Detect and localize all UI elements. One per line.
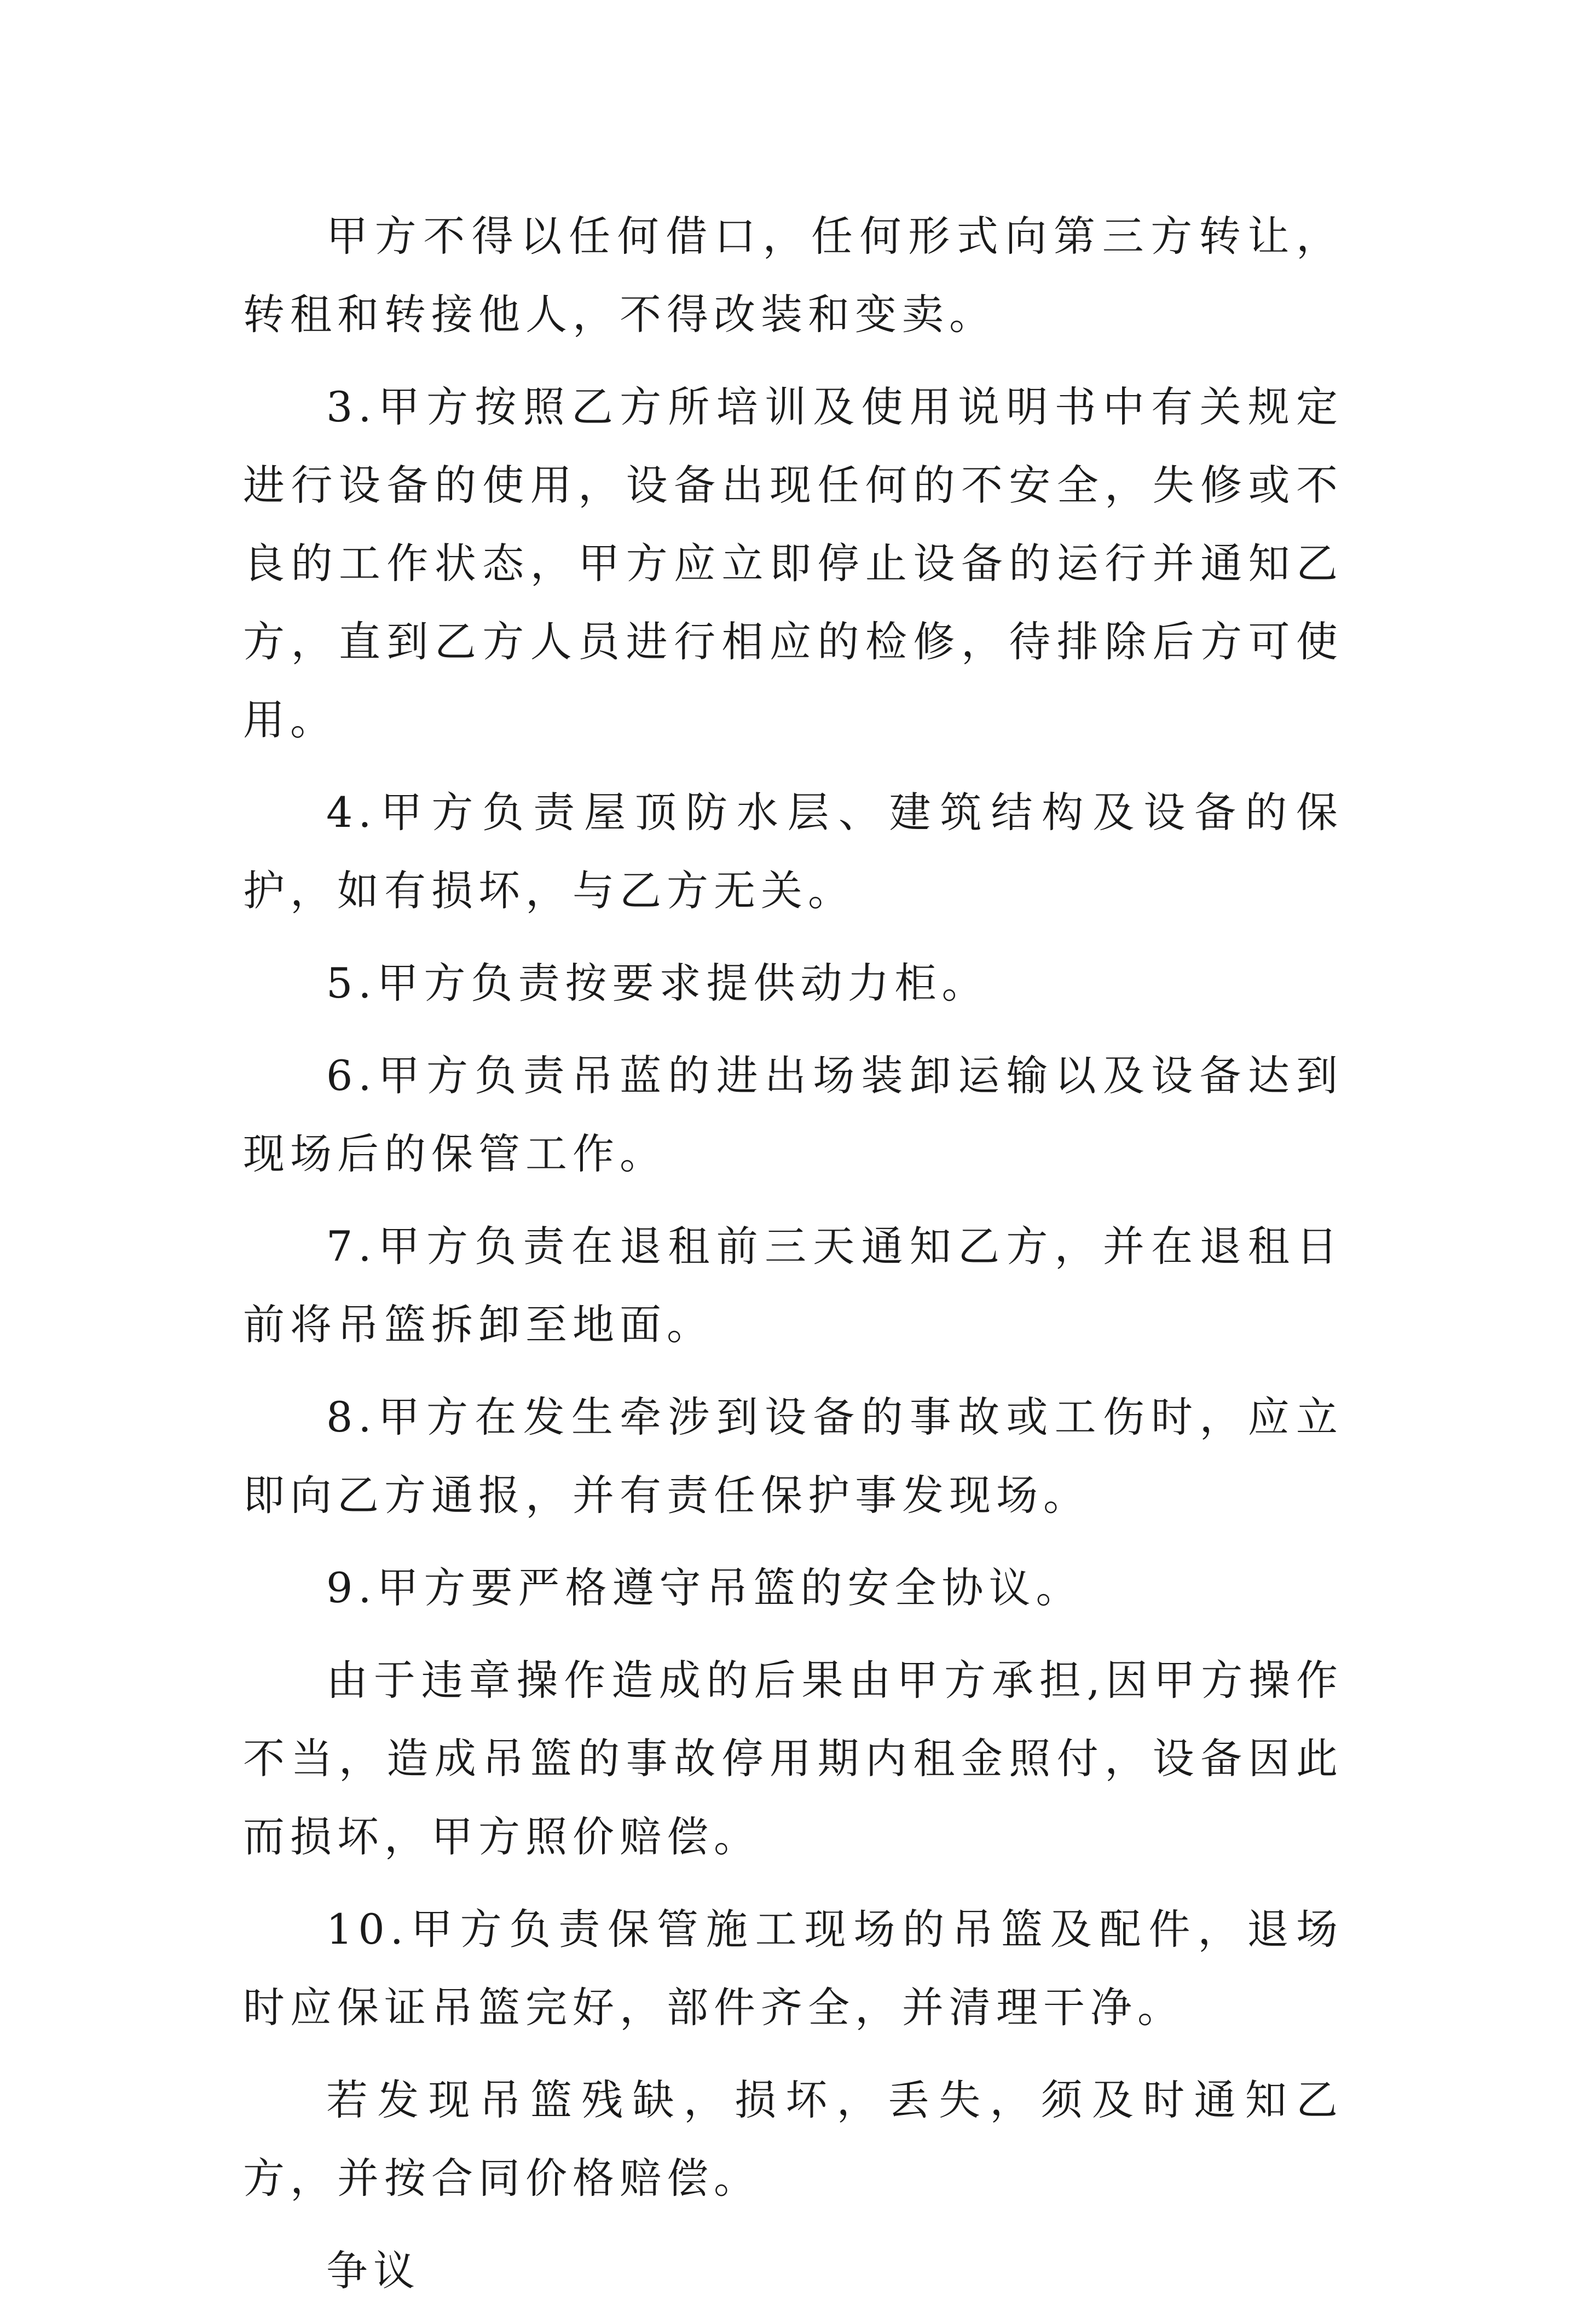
paragraph-2: 3.甲方按照乙方所培训及使用说明书中有关规定进行设备的使用，设备出现任何的不安全，失修或不良的工作状态，甲方应立即停止设备的运行并通知乙方，直到乙方人员进行相应的检修，待排除后方可使用。 bbox=[243, 382, 1343, 744]
paragraph-11: 若发现吊篮残缺，损坏，丢失，须及时通知乙方，并按合同价格赔偿。 bbox=[243, 2076, 1343, 2203]
paragraph-4: 5.甲方负责按要求提供动力柜。 bbox=[326, 959, 989, 1007]
paragraph-5: 6.甲方负责吊蓝的进出场装卸运输以及设备达到现场后的保管工作。 bbox=[243, 1051, 1343, 1178]
paragraph-12: 争议 bbox=[326, 2246, 420, 2295]
paragraph-9: 由于违章操作造成的后果由甲方承担,因甲方操作不当，造成吊篮的事故停用期内租金照付，设备因此而损坏，甲方照价赔偿。 bbox=[243, 1656, 1343, 1861]
document-body bbox=[243, 197, 1343, 2324]
paragraph-7: 8.甲方在发生牵涉到设备的事故或工伤时，应立即向乙方通报，并有责任保护事发现场。 bbox=[243, 1393, 1343, 1520]
paragraph-10: 10.甲方负责保管施工现场的吊篮及配件，退场时应保证吊篮完好，部件齐全，并清理干净。 bbox=[243, 1905, 1343, 2032]
paragraph-8: 9.甲方要严格遵守吊篮的安全协议。 bbox=[326, 1563, 1083, 1612]
paragraph-1: 甲方不得以任何借口，任何形式向第三方转让，转租和转接他人，不得改装和变卖。 bbox=[243, 212, 1343, 339]
paragraph-3: 4.甲方负责屋顶防水层、建筑结构及设备的保护，如有损坏，与乙方无关。 bbox=[243, 788, 1343, 915]
paragraph-6: 7.甲方负责在退租前三天通知乙方，并在退租日前将吊篮拆卸至地面。 bbox=[243, 1222, 1343, 1349]
